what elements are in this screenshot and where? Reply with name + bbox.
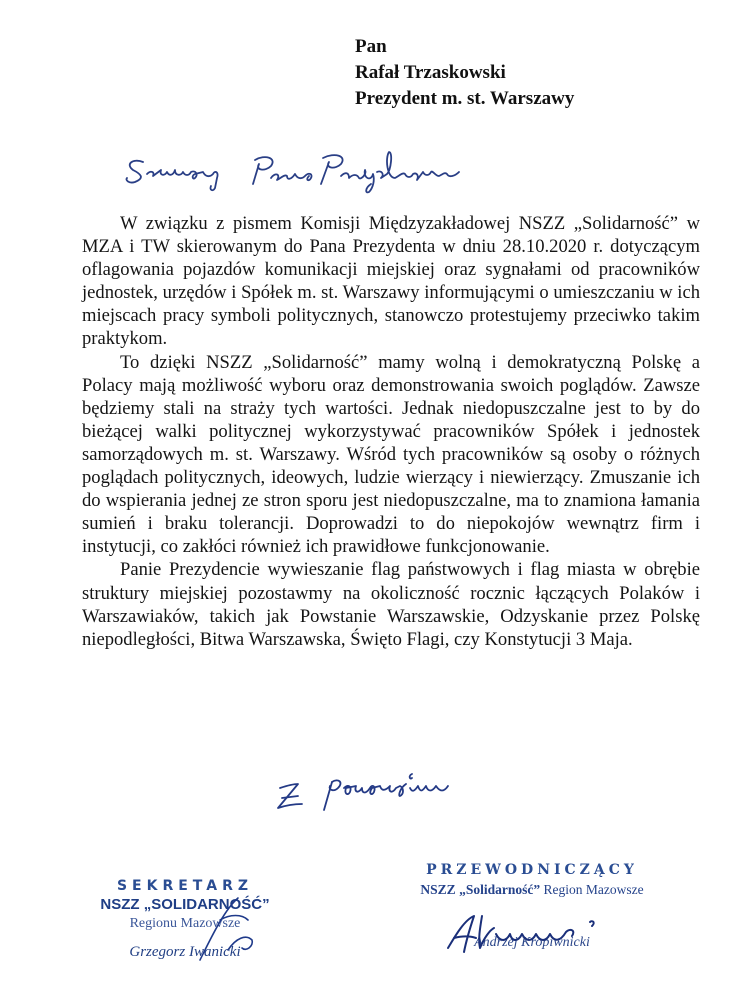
body-paragraph-1: W związku z pismem Komisji Międzyzakładowej NSZZ „Solidarność” w MZA i TW skierowanym do Pana Prezydenta w dniu 28.10.2020 r. dotyczącym oflagowania pojazdów komunikacji miejskiej oraz sygnałami od pracowników jednostek, urzędów i Spółek m. st. Warszawy informującymi o umieszczaniu w ich miejscach pracy symboli politycznych, stanowczo protestujemy przeciwko takim praktykom. [82, 213, 700, 350]
secretary-role: SEKRETARZ [116, 878, 254, 894]
secretary-org: NSZZ „SOLIDARNOŚĆ” [100, 896, 270, 913]
chairman-org-region: Region Mazowsze [543, 882, 644, 897]
chairman-org-prefix: NSZZ [420, 882, 456, 897]
handwritten-salutation [115, 140, 515, 200]
letter-body [82, 212, 700, 651]
chairman-org-name: „Solidarność” [459, 882, 541, 897]
recipient-title: Prezydent m. st. Warszawy [355, 88, 575, 109]
body-paragraph-2: To dzięki NSZZ „Solidarność” mamy wolną i demokratyczną Polskę a Polacy mają możliwość wyboru oraz demonstrowania swoich poglądów. Zawsze będziemy stali na straży tych wartości. Jednak niedopuszczalne jest to by do bieżącej walki politycznej wykorzystywać pracowników Spółek i jednostek samorządowych m. st. Warszawy. Wśród tych pracowników są osoby o różnych poglądach politycznych, ideowych, ludzie wierzący i niewierzący. Zmuszanie ich do wspierania jednej ze stron sporu jest niedopuszczalne, ma to znamiona łamania sumień i braku tolerancji. Doprowadzi to do niepokojów wewnątrz firm i instytucji, co zakłóci również ich prawidłowe funkcjonowanie. [82, 351, 700, 558]
chairman-name: Andrzej Kropiwnicki [474, 935, 590, 950]
recipient-salutation: Pan [355, 36, 387, 57]
recipient-address [355, 34, 574, 112]
chairman-org [372, 880, 692, 899]
chairman-stamp [372, 860, 692, 980]
secretary-name: Grzegorz Iwanicki [129, 944, 241, 960]
body-paragraph-3: Panie Prezydencie wywieszanie flag państwowych i flag miasta w obrębie struktury miejskiej pozostawmy na okoliczność rocznic łączących Polaków i Warszawiaków, takich jak Powstanie Warszawskie, Odzyskanie przez Polskę niepodległości, Bitwa Warszawska, Święto Flagi, czy Konstytucji 3 Maja. [82, 559, 700, 650]
handwritten-closing [272, 758, 512, 818]
recipient-name: Rafał Trzaskowski [355, 62, 506, 83]
secretary-stamp [70, 877, 300, 977]
chairman-role: PRZEWODNICZĄCY [426, 862, 638, 878]
secretary-region: Regionu Mazowsze [129, 916, 241, 931]
